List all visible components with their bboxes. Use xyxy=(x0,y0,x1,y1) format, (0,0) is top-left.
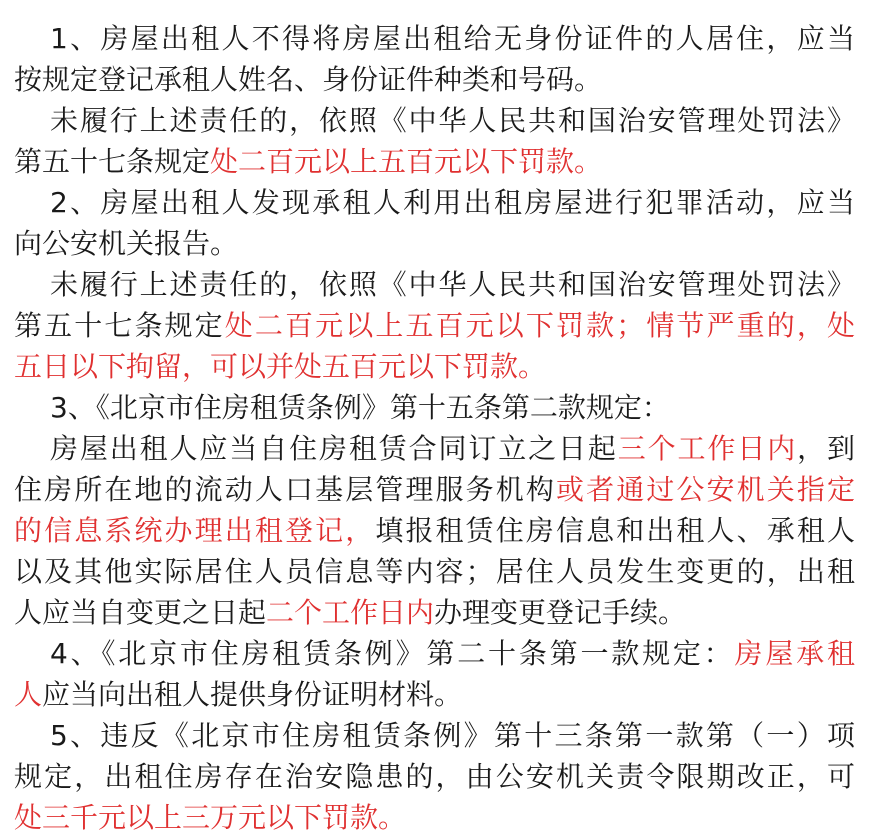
highlighted-requirement: 或者通过公安机关指定 xyxy=(555,473,855,506)
highlighted-penalty: 五日以下拘留，可以并处五百元以下罚款。 xyxy=(14,350,547,383)
paragraph-line xyxy=(50,716,855,756)
text-segment: 1、房屋出租人不得将房屋出租给无身份证件的人居住，应当 xyxy=(50,22,855,55)
highlighted-requirement: 的信息系统办理出租登记， xyxy=(14,514,376,547)
text-segment: 填报租赁住房信息和出租人、承租人 xyxy=(375,514,855,547)
paragraph-line xyxy=(14,142,855,182)
text-segment: 以及其他实际居住人员信息等内容；居住人员发生变更的，出租 xyxy=(14,555,855,588)
paragraph-line xyxy=(14,593,855,633)
text-segment: 规定，出租住房存在治安隐患的，由公安机关责令限期改正，可 xyxy=(14,760,855,793)
text-segment: 办理变更登记手续。 xyxy=(434,596,687,629)
paragraph-line xyxy=(14,306,855,346)
text-segment: 按规定登记承租人姓名、身份证件种类和号码。 xyxy=(14,63,603,96)
text-segment: 向公安机关报告。 xyxy=(14,227,239,260)
text-segment: 未履行上述责任的，依照《中华人民共和国治安管理处罚法》 xyxy=(50,268,855,301)
paragraph-line xyxy=(50,183,855,223)
paragraph-line xyxy=(50,388,855,428)
text-segment: 4、《北京市住房租赁条例》第二十条第一款规定： xyxy=(50,637,735,670)
paragraph-line xyxy=(14,470,855,510)
text-segment: 5、违反《北京市住房租赁条例》第十三条第一款第（一）项 xyxy=(50,719,855,752)
paragraph-line xyxy=(14,511,855,551)
paragraph-line xyxy=(50,101,855,141)
highlighted-penalty: 处三千元以上三万元以下罚款。 xyxy=(14,801,407,834)
text-segment: 第五十七条规定 xyxy=(14,309,225,342)
text-segment: 2、房屋出租人发现承租人利用出租房屋进行犯罪活动，应当 xyxy=(50,186,855,219)
paragraph-line xyxy=(50,429,855,469)
paragraph-line xyxy=(50,19,855,59)
paragraph-line xyxy=(14,552,855,592)
paragraph-line xyxy=(14,798,855,838)
text-segment: 住房所在地的流动人口基层管理服务机构 xyxy=(14,473,556,506)
text-segment: 房屋出租人应当自住房租赁合同订立之日起 xyxy=(50,432,618,465)
highlighted-penalty: 处二百元以上五百元以下罚款；情节严重的，处 xyxy=(224,309,855,342)
text-segment: 应当向出租人提供身份证明材料。 xyxy=(42,678,463,711)
paragraph-line xyxy=(14,224,855,264)
highlighted-requirement: 房屋承租 xyxy=(734,637,855,670)
highlighted-deadline: 二个工作日内 xyxy=(266,596,435,629)
text-segment: 人应当自变更之日起 xyxy=(14,596,267,629)
text-segment: 3、《北京市住房租赁条例》第十五条第二款规定： xyxy=(50,391,670,424)
text-segment: ，到 xyxy=(797,432,855,465)
paragraph-line xyxy=(50,634,855,674)
paragraph-line xyxy=(50,265,855,305)
paragraph-line xyxy=(14,675,855,715)
text-segment: 未履行上述责任的，依照《中华人民共和国治安管理处罚法》 xyxy=(50,104,855,137)
highlighted-penalty: 处二百元以上五百元以下罚款。 xyxy=(210,145,603,178)
paragraph-line xyxy=(14,347,855,387)
highlighted-requirement: 人 xyxy=(14,678,43,711)
paragraph-line xyxy=(14,757,855,797)
text-segment: 第五十七条规定 xyxy=(14,145,211,178)
highlighted-deadline: 三个工作日内 xyxy=(617,432,798,465)
paragraph-line xyxy=(14,60,855,100)
